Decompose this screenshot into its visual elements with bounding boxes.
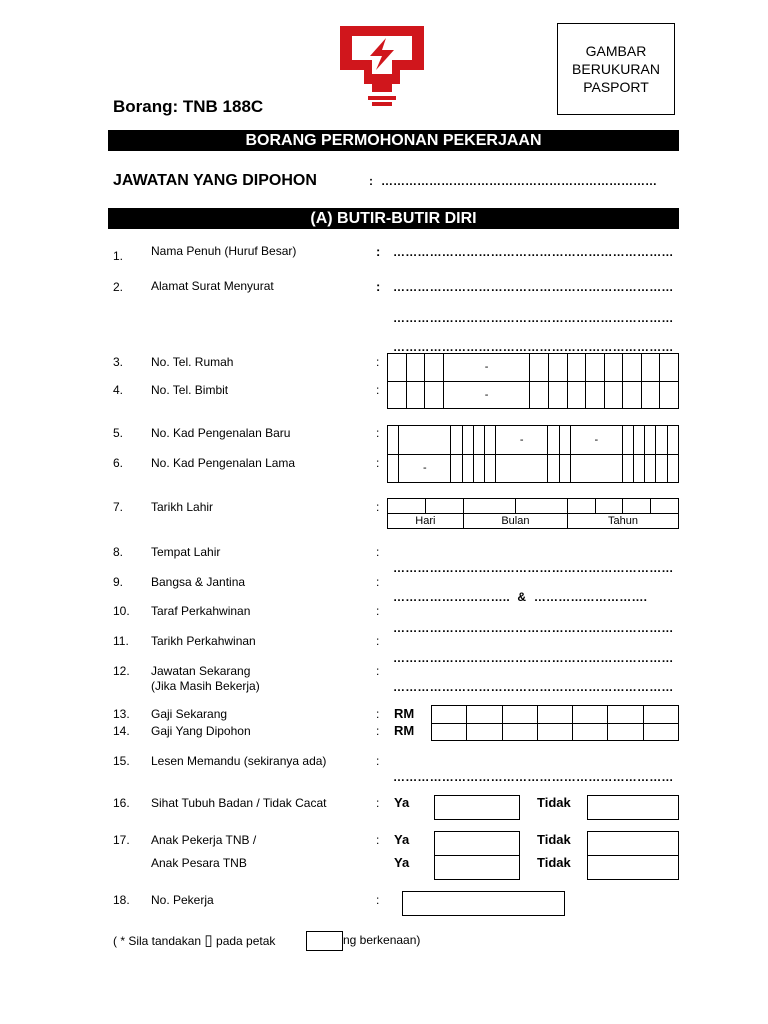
field-label-address: Alamat Surat Menyurat: [151, 279, 274, 293]
race-gender-field[interactable]: [393, 590, 647, 604]
no-label: Tidak: [537, 795, 571, 810]
footnote-middle: pada petak: [216, 934, 276, 948]
old-ic-dash: -: [399, 454, 451, 483]
field-label-new-ic: No. Kad Pengenalan Baru: [151, 426, 291, 440]
field-label-expected-salary: Gaji Yang Dipohon: [151, 724, 251, 738]
footnote-suffix: ng berkenaan): [343, 933, 421, 947]
colon: :: [376, 707, 380, 721]
colon: :: [376, 383, 380, 397]
salary-grid[interactable]: [431, 705, 679, 741]
dob-grid[interactable]: [387, 498, 679, 529]
form-code: Borang: TNB 188C: [113, 97, 264, 116]
field-label-birthplace: Tempat Lahir: [151, 545, 221, 559]
position-applied-label: JAWATAN YANG DIPOHON: [113, 172, 317, 189]
tnb-child-no-checkbox[interactable]: [587, 831, 679, 856]
colon: :: [376, 604, 380, 618]
field-label-tnb-child: Anak Pekerja TNB /: [151, 833, 257, 847]
ic-dash: -: [496, 426, 548, 455]
address-field-line-3[interactable]: ……………………………………………………………: [393, 340, 674, 354]
field-number: 10.: [113, 604, 130, 618]
gender-dots: ……………………….: [533, 590, 648, 604]
tnb-retiree-yes-checkbox[interactable]: [434, 855, 520, 880]
colon: :: [376, 664, 380, 678]
colon: :: [376, 754, 380, 768]
colon: :: [376, 545, 380, 559]
field-number: 18.: [113, 893, 130, 907]
footnote-sample-box: [306, 931, 343, 951]
passport-line-1: GAMBAR: [585, 43, 647, 59]
marriage-date-field[interactable]: ……………………………………………………………: [393, 651, 674, 665]
field-label-driving-license: Lesen Memandu (sekiranya ada): [151, 754, 327, 768]
field-number: 7.: [113, 500, 124, 514]
healthy-no-checkbox[interactable]: [587, 795, 679, 820]
dob-day-label: Hari: [388, 514, 464, 529]
colon: :: [376, 575, 380, 589]
field-number: 13.: [113, 707, 130, 721]
field-number: 14.: [113, 724, 130, 738]
driving-license-field[interactable]: ……………………………………………………………: [393, 770, 674, 784]
current-position-sublabel: (Jika Masih Bekerja): [151, 679, 260, 693]
dob-year-label: Tahun: [568, 514, 679, 529]
field-number: 16.: [113, 796, 130, 810]
position-colon: :: [369, 174, 373, 188]
field-label-home-phone: No. Tel. Rumah: [151, 355, 234, 369]
address-field-line-1[interactable]: ……………………………………………………………: [393, 280, 674, 294]
field-label-marriage-date: Tarikh Perkahwinan: [151, 634, 256, 648]
passport-line-3: PASPORT: [583, 79, 649, 95]
current-position-label: Jawatan Sekarang: [151, 664, 251, 678]
tnb-logo: [334, 22, 430, 108]
yes-label: Ya: [394, 855, 410, 870]
field-number: 12.: [113, 664, 130, 678]
colon: :: [376, 796, 380, 810]
current-position-field[interactable]: ……………………………………………………………: [393, 680, 674, 694]
tnb-retiree-no-checkbox[interactable]: [587, 855, 679, 880]
race-dots: ………………………..: [393, 590, 510, 604]
yes-label: Ya: [394, 832, 410, 847]
field-label-mobile-phone: No. Tel. Bimbit: [151, 383, 229, 397]
field-number: 8.: [113, 545, 124, 559]
ic-dash: -: [570, 426, 622, 455]
colon: :: [376, 893, 380, 907]
marital-status-field[interactable]: ……………………………………………………………: [393, 621, 674, 635]
field-number: 4.: [113, 383, 124, 397]
full-name-field[interactable]: ……………………………………………………………: [393, 245, 674, 259]
field-number: 1.: [113, 249, 124, 263]
field-number: 2.: [113, 280, 124, 294]
healthy-yes-checkbox[interactable]: [434, 795, 520, 820]
colon: :: [376, 833, 380, 847]
field-number: 5.: [113, 426, 124, 440]
form-title-bar: BORANG PERMOHONAN PEKERJAAN: [108, 130, 679, 151]
no-label: Tidak: [537, 832, 571, 847]
checkbox-glyph-icon: ▯: [204, 932, 213, 949]
colon: :: [376, 724, 380, 738]
dob-month-label: Bulan: [463, 514, 567, 529]
field-number: 11.: [113, 634, 129, 648]
ic-number-grid[interactable]: [387, 425, 679, 483]
phone-dash: -: [443, 381, 530, 409]
address-field-line-2[interactable]: ……………………………………………………………: [393, 311, 674, 325]
passport-line-2: BERUKURAN: [572, 61, 660, 77]
field-label-current-position: [151, 664, 260, 694]
currency-rm: RM: [394, 706, 415, 721]
employee-number-input[interactable]: [402, 891, 565, 916]
field-label-full-name: Nama Penuh (Huruf Besar): [151, 244, 297, 258]
colon: :: [376, 456, 380, 470]
currency-rm: RM: [394, 723, 415, 738]
footnote-prefix: ( * Sila tandakan: [113, 934, 202, 948]
position-dots: ……………………………………………………………: [381, 174, 657, 188]
field-number: 9.: [113, 575, 124, 589]
colon: :: [376, 426, 380, 440]
colon: :: [376, 355, 380, 369]
birthplace-field[interactable]: ……………………………………………………………: [393, 561, 674, 575]
phone-number-grid[interactable]: [387, 353, 679, 409]
field-label-employee-no: No. Pekerja: [151, 893, 214, 907]
field-label-dob: Tarikh Lahir: [151, 500, 214, 514]
colon: :: [376, 279, 381, 294]
field-number: 3.: [113, 355, 124, 369]
field-number: 17.: [113, 833, 130, 847]
field-label-marital-status: Taraf Perkahwinan: [151, 604, 251, 618]
field-label-healthy: Sihat Tubuh Badan / Tidak Cacat: [151, 796, 327, 810]
field-label-current-salary: Gaji Sekarang: [151, 707, 228, 721]
yes-label: Ya: [394, 795, 410, 810]
ampersand: &: [517, 590, 527, 604]
passport-photo-box: [557, 23, 675, 115]
position-applied-field[interactable]: [369, 174, 657, 188]
colon: :: [376, 500, 380, 514]
field-label-race-gender: Bangsa & Jantina: [151, 575, 246, 589]
colon: :: [376, 244, 381, 259]
field-number: 15.: [113, 754, 130, 768]
phone-dash: -: [443, 354, 530, 382]
field-label-tnb-retiree-child: Anak Pesara TNB: [151, 856, 247, 870]
footnote: [113, 931, 275, 949]
section-a-title-bar: (A) BUTIR-BUTIR DIRI: [108, 208, 679, 229]
field-number: 6.: [113, 456, 124, 470]
tnb-child-yes-checkbox[interactable]: [434, 831, 520, 856]
field-label-old-ic: No. Kad Pengenalan Lama: [151, 456, 296, 470]
colon: :: [376, 634, 380, 648]
no-label: Tidak: [537, 855, 571, 870]
